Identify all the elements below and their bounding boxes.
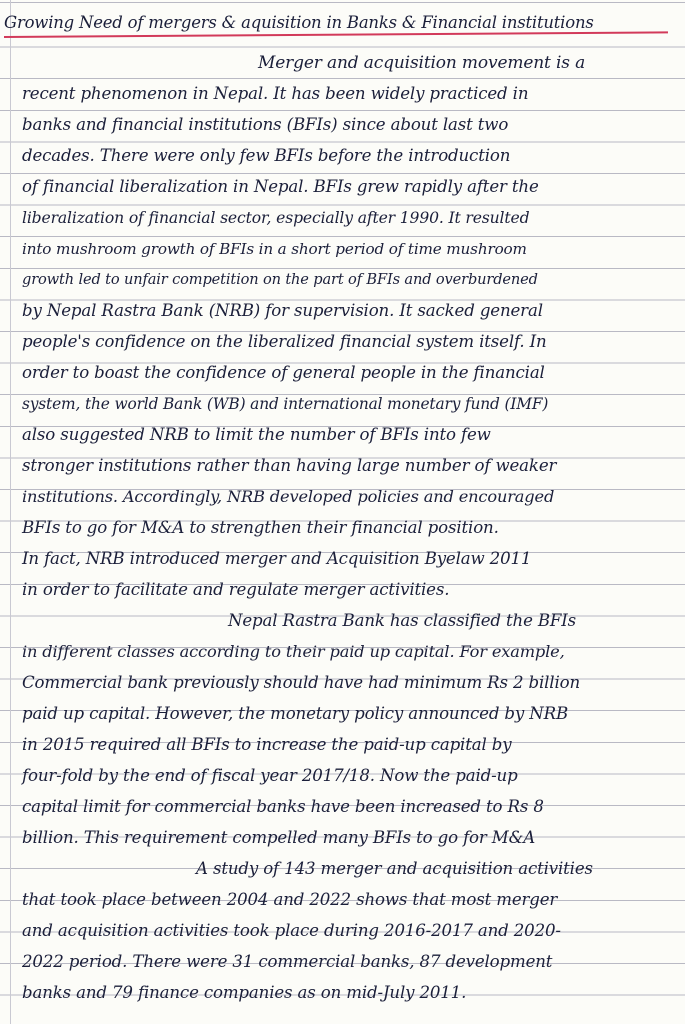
text-line: decades. There were only few BFIs before the introduction <box>22 146 511 165</box>
text-line: billion. This requirement compelled many BFIs to go for M&A <box>22 828 536 847</box>
text-line: Nepal Rastra Bank has classified the BFIs <box>228 611 577 630</box>
text-line: order to boast the confidence of general people in the financial <box>22 363 545 382</box>
text-line: by Nepal Rastra Bank (NRB) for supervision. It sacked general <box>22 301 543 320</box>
text-line: capital limit for commercial banks have been increased to Rs 8 <box>22 797 544 816</box>
text-line: paid up capital. However, the monetary policy announced by NRB <box>22 704 568 723</box>
margin-line <box>10 0 11 1024</box>
text-line: of financial liberalization in Nepal. BFIs grew rapidly after the <box>22 177 539 196</box>
text-line: four-fold by the end of fiscal year 2017/18. Now the paid-up <box>22 766 518 785</box>
text-line: people's confidence on the liberalized financial system itself. In <box>22 332 547 351</box>
text-line: Merger and acquisition movement is a <box>258 53 586 73</box>
text-line: growth led to unfair competition on the part of BFIs and overburdened <box>22 271 538 288</box>
text-line: in 2015 required all BFIs to increase the paid-up capital by <box>22 735 512 754</box>
text-line: banks and financial institutions (BFIs) since about last two <box>22 115 509 134</box>
text-line: into mushroom growth of BFIs in a short period of time mushroom <box>22 240 527 258</box>
text-line: recent phenomenon in Nepal. It has been widely practiced in <box>22 84 529 103</box>
text-line: institutions. Accordingly, NRB developed policies and encouraged <box>22 487 555 506</box>
text-line: BFIs to go for M&A to strengthen their financial position. <box>22 518 499 537</box>
text-line: in different classes according to their paid up capital. For example, <box>22 642 565 661</box>
text-line: also suggested NRB to limit the number of BFIs into few <box>22 425 491 444</box>
text-line: 2022 period. There were 31 commercial banks, 87 development <box>22 952 553 971</box>
text-line: in order to facilitate and regulate merger activities. <box>22 580 450 599</box>
text-line: system, the world Bank (WB) and international monetary fund (IMF) <box>22 395 549 413</box>
text-line: Commercial bank previously should have had minimum Rs 2 billion <box>22 673 580 692</box>
text-line: A study of 143 merger and acquisition activities <box>196 859 593 878</box>
page-title: Growing Need of mergers & aquisition in Banks & Financial institutions <box>4 13 594 32</box>
text-line: In fact, NRB introduced merger and Acquisition Byelaw 2011 <box>22 549 532 568</box>
text-line: and acquisition activities took place during 2016-2017 and 2020- <box>22 921 561 940</box>
text-line: banks and 79 finance companies as on mid-July 2011. <box>22 983 467 1002</box>
text-line: stronger institutions rather than having large number of weaker <box>22 456 557 475</box>
text-line: that took place between 2004 and 2022 shows that most merger <box>22 890 558 909</box>
text-line: liberalization of financial sector, especially after 1990. It resulted <box>22 209 530 227</box>
